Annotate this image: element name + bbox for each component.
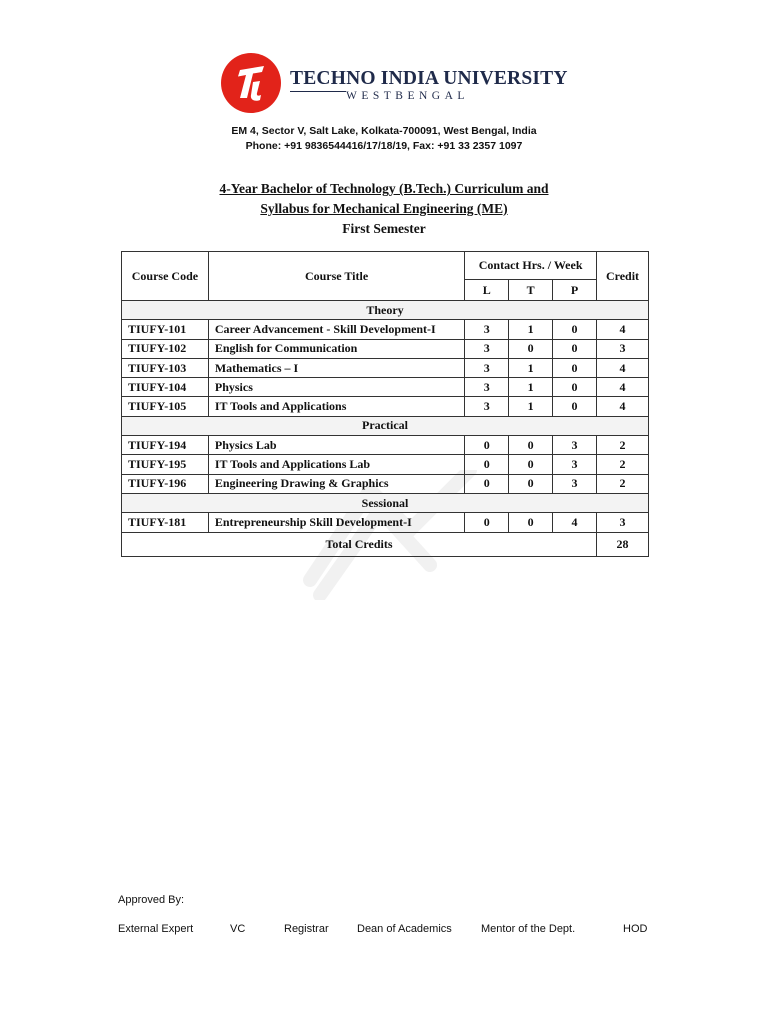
header-practical: P	[553, 280, 597, 301]
header-tutorial: T	[509, 280, 553, 301]
course-code: TIUFY-101	[122, 320, 209, 339]
course-credit: 4	[596, 320, 648, 339]
table-row	[122, 513, 649, 532]
course-credit: 4	[596, 378, 648, 397]
course-title: IT Tools and Applications	[208, 397, 464, 416]
course-code: TIUFY-194	[122, 436, 209, 455]
practical-hours: 3	[553, 455, 597, 474]
section-row	[122, 416, 649, 435]
tutorial-hours: 1	[509, 397, 553, 416]
table-row	[122, 455, 649, 474]
section-row	[122, 301, 649, 320]
practical-hours: 4	[553, 513, 597, 532]
total-credits-value: 28	[596, 532, 648, 556]
table-row	[122, 358, 649, 377]
tutorial-hours: 0	[509, 455, 553, 474]
university-subtitle: WESTBENGAL	[346, 90, 469, 102]
header-course-title: Course Title	[208, 252, 464, 301]
university-name: TECHNO INDIA UNIVERSITY	[290, 68, 568, 89]
signatory-hod: HOD	[623, 923, 648, 935]
table-row	[122, 339, 649, 358]
table-row	[122, 378, 649, 397]
course-title: Entrepreneurship Skill Development-I	[208, 513, 464, 532]
tutorial-hours: 1	[509, 358, 553, 377]
university-emblem-icon	[220, 52, 282, 114]
course-title: IT Tools and Applications Lab	[208, 455, 464, 474]
table-row	[122, 320, 649, 339]
table-row	[122, 436, 649, 455]
course-credit: 4	[596, 358, 648, 377]
curriculum-table	[121, 251, 649, 557]
header-credit: Credit	[596, 252, 648, 301]
section-row	[122, 493, 649, 512]
signatory-vc: VC	[230, 923, 246, 935]
course-code: TIUFY-195	[122, 455, 209, 474]
tutorial-hours: 1	[509, 378, 553, 397]
signatory-dean-of-academics: Dean of Academics	[357, 923, 452, 935]
tutorial-hours: 0	[509, 339, 553, 358]
section-title-sessional: Sessional	[122, 493, 649, 512]
course-title: Physics Lab	[208, 436, 464, 455]
table-row	[122, 397, 649, 416]
course-credit: 2	[596, 455, 648, 474]
course-title: Career Advancement - Skill Development-I	[208, 320, 464, 339]
lecture-hours: 3	[465, 320, 509, 339]
course-credit: 2	[596, 474, 648, 493]
section-title-theory: Theory	[122, 301, 649, 320]
logo-divider	[290, 91, 346, 92]
document-title-line2: Syllabus for Mechanical Engineering (ME)	[260, 201, 508, 216]
university-logo	[220, 48, 568, 120]
semester-title: First Semester	[342, 221, 426, 236]
course-credit: 3	[596, 339, 648, 358]
course-title: English for Communication	[208, 339, 464, 358]
course-code: TIUFY-102	[122, 339, 209, 358]
contact-line: Phone: +91 9836544416/17/18/19, Fax: +91 33 2357 1097	[245, 140, 523, 152]
lecture-hours: 0	[465, 455, 509, 474]
course-code: TIUFY-196	[122, 474, 209, 493]
total-credits-label: Total Credits	[122, 532, 597, 556]
course-code: TIUFY-103	[122, 358, 209, 377]
practical-hours: 3	[553, 474, 597, 493]
course-code: TIUFY-105	[122, 397, 209, 416]
lecture-hours: 3	[465, 358, 509, 377]
course-title: Engineering Drawing & Graphics	[208, 474, 464, 493]
course-title: Mathematics – I	[208, 358, 464, 377]
tutorial-hours: 0	[509, 474, 553, 493]
tutorial-hours: 0	[509, 513, 553, 532]
practical-hours: 0	[553, 397, 597, 416]
practical-hours: 0	[553, 358, 597, 377]
lecture-hours: 3	[465, 339, 509, 358]
tutorial-hours: 1	[509, 320, 553, 339]
course-credit: 3	[596, 513, 648, 532]
lecture-hours: 0	[465, 474, 509, 493]
signatory-registrar: Registrar	[284, 923, 329, 935]
signatory-external-expert: External Expert	[118, 923, 194, 935]
practical-hours: 0	[553, 339, 597, 358]
document-title-line1: 4-Year Bachelor of Technology (B.Tech.) Curriculum and	[219, 181, 549, 196]
lecture-hours: 0	[465, 513, 509, 532]
practical-hours: 3	[553, 436, 597, 455]
course-credit: 4	[596, 397, 648, 416]
approved-by-label: Approved By:	[118, 894, 185, 906]
course-code: TIUFY-181	[122, 513, 209, 532]
address-line: EM 4, Sector V, Salt Lake, Kolkata-700091, West Bengal, India	[231, 125, 537, 137]
tutorial-hours: 0	[509, 436, 553, 455]
course-title: Physics	[208, 378, 464, 397]
lecture-hours: 3	[465, 378, 509, 397]
signatory-mentor: Mentor of the Dept.	[481, 923, 576, 935]
header-contact-hours: Contact Hrs. / Week	[465, 252, 597, 280]
practical-hours: 0	[553, 320, 597, 339]
table-row	[122, 474, 649, 493]
section-title-practical: Practical	[122, 416, 649, 435]
header-lecture: L	[465, 280, 509, 301]
lecture-hours: 3	[465, 397, 509, 416]
total-row	[122, 532, 649, 556]
course-credit: 2	[596, 436, 648, 455]
header-course-code: Course Code	[122, 252, 209, 301]
practical-hours: 0	[553, 378, 597, 397]
lecture-hours: 0	[465, 436, 509, 455]
course-code: TIUFY-104	[122, 378, 209, 397]
